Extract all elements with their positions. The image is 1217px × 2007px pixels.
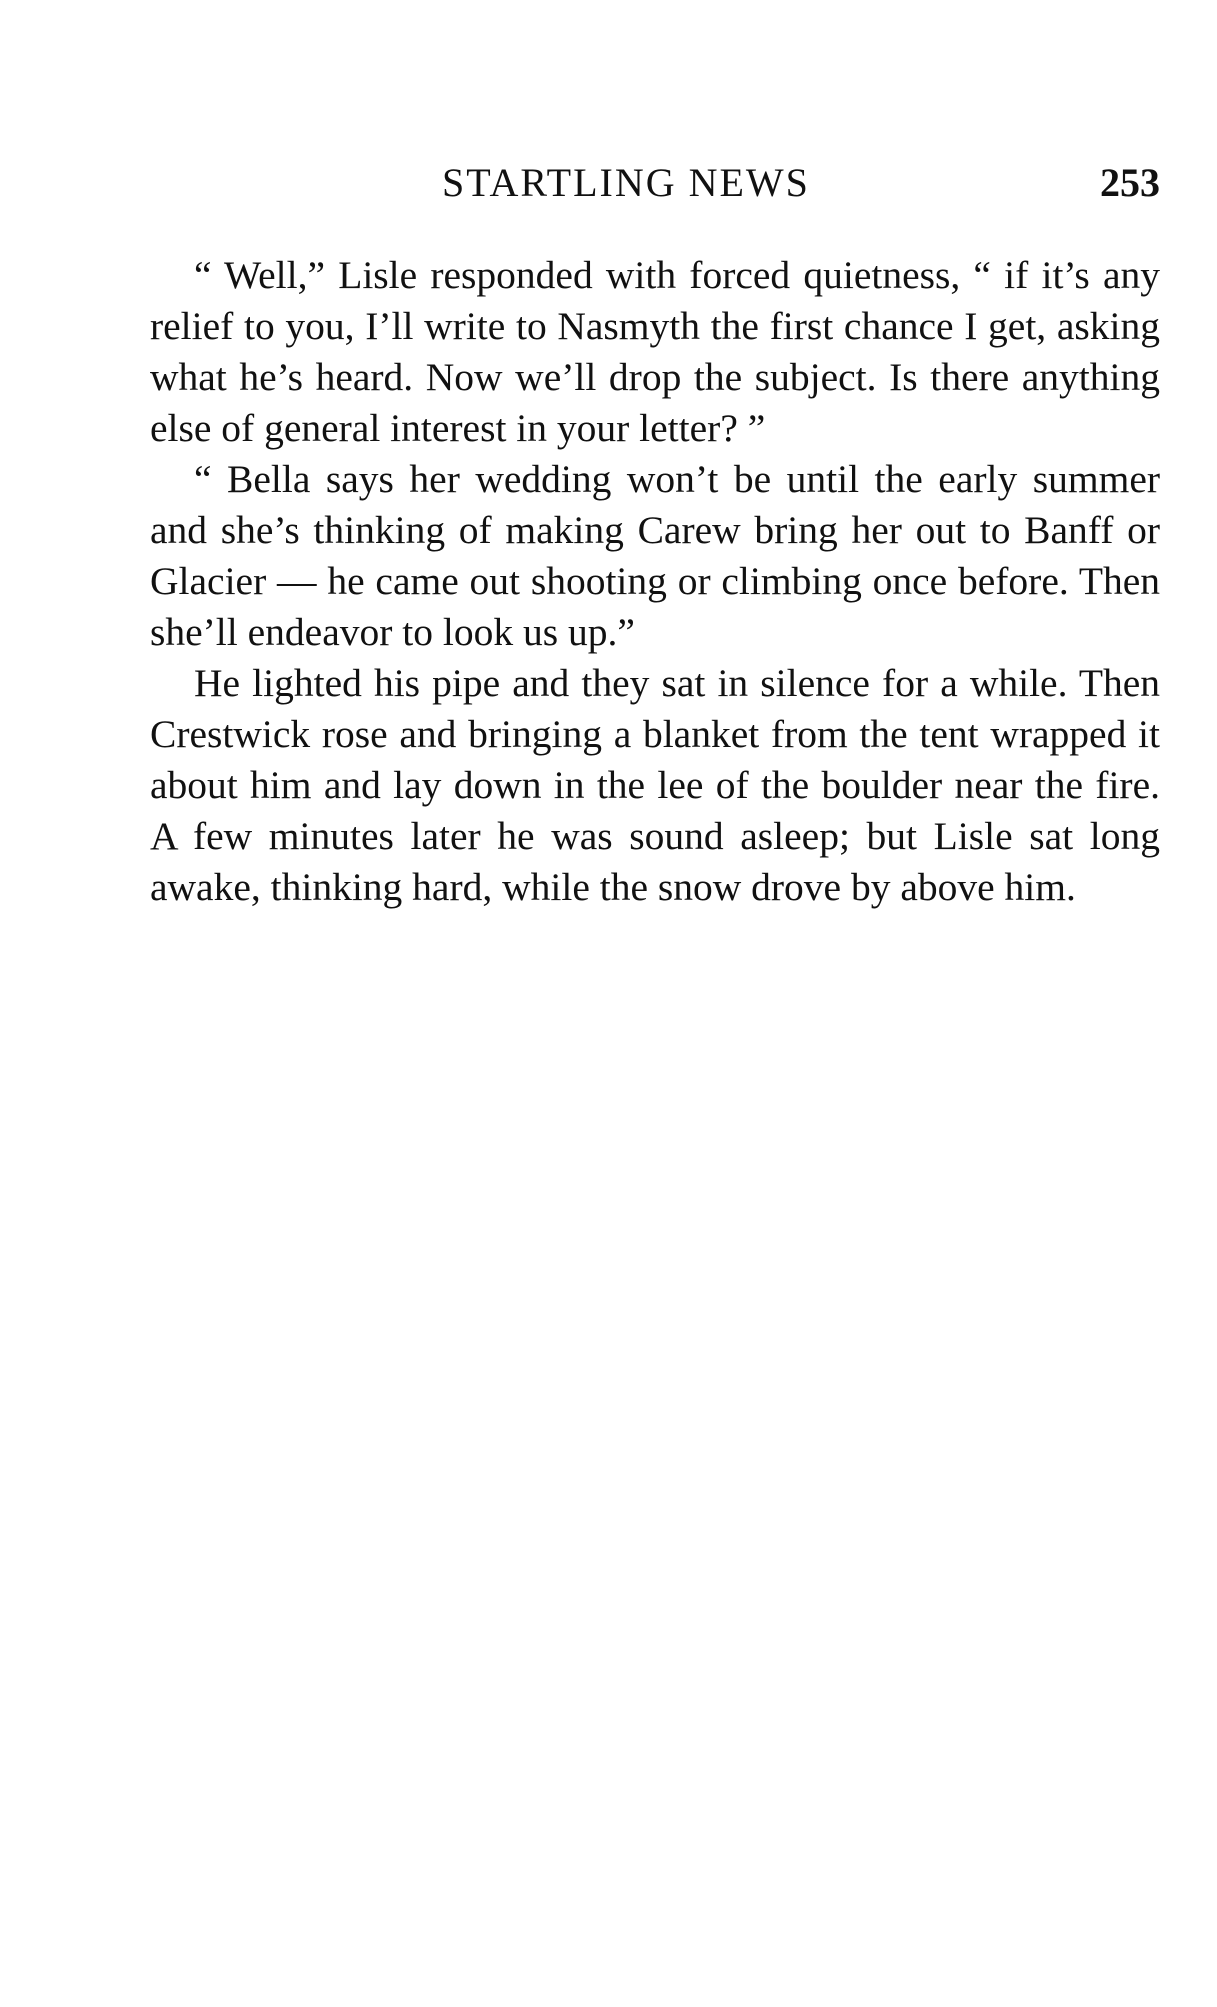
running-head	[150, 158, 1160, 208]
body-text	[150, 250, 1160, 913]
paragraph: He lighted his pipe and they sat in silence for a while. Then Crestwick rose and bringing a blanket from the tent wrapped it about him and lay down in the lee of the boulder near the fire. A few minutes later he was sound asleep; but Lisle sat long awake, thinking hard, while the snow drove by above him.	[150, 661, 1160, 909]
paragraph: “ Bella says her wedding won’t be until the early summer and she’s thinking of making Carew bring her out to Banff or Glacier — he came out shooting or climbing once before. Then she’ll endeavor to look us up.”	[150, 457, 1160, 654]
paragraph: “ Well,” Lisle responded with forced quietness, “ if it’s any relief to you, I’ll write to Nasmyth the first chance I get, asking what he’s heard. Now we’ll drop the subject. Is there anything else of general interest in your letter? ”	[150, 253, 1160, 450]
page-number: 253	[1100, 160, 1160, 205]
running-title: STARTLING NEWS	[442, 160, 810, 205]
